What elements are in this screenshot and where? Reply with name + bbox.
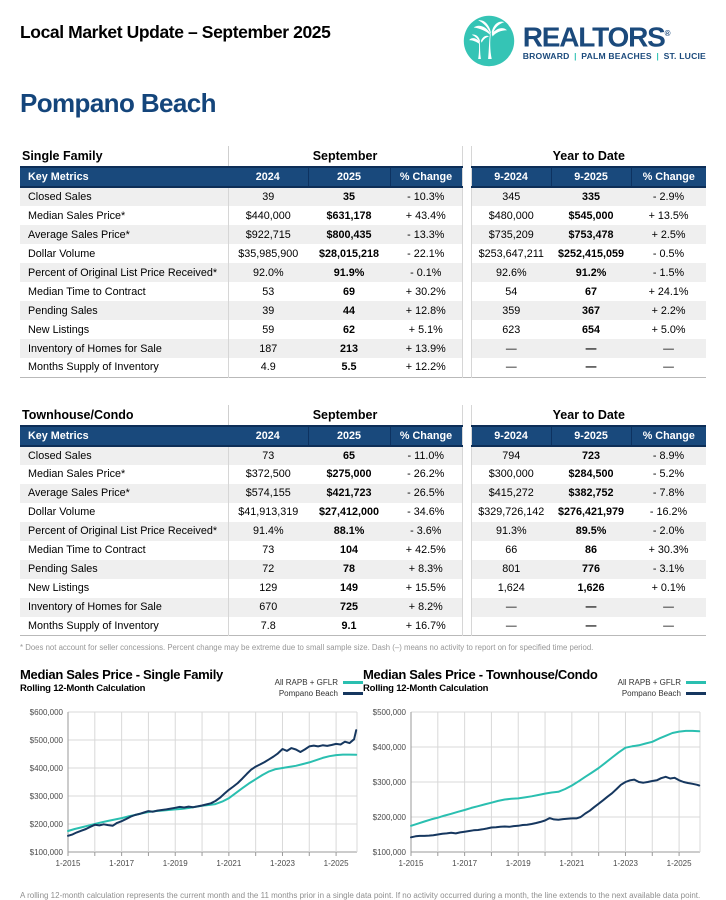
value-ytd-pct-change: - 2.0% — [631, 522, 706, 541]
value-ytd-prior: 54 — [471, 282, 551, 301]
metric-label: Median Sales Price* — [20, 206, 228, 225]
legend-label: All RAPB + GFLR — [617, 678, 681, 687]
market-table — [20, 405, 706, 637]
table-row — [20, 541, 706, 560]
value-ytd-pct-change: + 2.2% — [631, 301, 706, 320]
value-pct-change: + 30.2% — [390, 282, 462, 301]
value-prior: 73 — [228, 446, 308, 465]
value-ytd-prior: — — [471, 598, 551, 617]
value-prior: 53 — [228, 282, 308, 301]
value-ytd-current: — — [551, 358, 631, 377]
value-pct-change: + 8.2% — [390, 598, 462, 617]
value-current: 69 — [308, 282, 390, 301]
metric-label: Median Sales Price* — [20, 465, 228, 484]
legend-line-swatch — [343, 681, 363, 684]
chart-subtitle: Rolling 12-Month Calculation — [363, 683, 489, 694]
section-title: Townhouse/Condo — [20, 405, 228, 426]
value-current: 88.1% — [308, 522, 390, 541]
axis-tick-label: 1-2023 — [270, 859, 295, 868]
value-pct-change: + 16.7% — [390, 617, 462, 636]
column-gap — [462, 598, 471, 617]
value-pct-change: - 10.3% — [390, 187, 462, 206]
value-ytd-current: $753,478 — [551, 225, 631, 244]
value-prior: 187 — [228, 339, 308, 358]
metric-label: Months Supply of Inventory — [20, 617, 228, 636]
value-pct-change: + 12.8% — [390, 301, 462, 320]
value-prior: 91.4% — [228, 522, 308, 541]
table-row — [20, 579, 706, 598]
logo-tagline: BROWARD | PALM BEACHES | ST. LUCIE — [522, 51, 706, 62]
value-ytd-prior: 623 — [471, 320, 551, 339]
table-row — [20, 320, 706, 339]
value-current: 213 — [308, 339, 390, 358]
metric-label: Percent of Original List Price Received* — [20, 263, 228, 282]
column-header-row — [20, 167, 706, 187]
value-ytd-prior: — — [471, 617, 551, 636]
value-ytd-current: 67 — [551, 282, 631, 301]
value-pct-change: - 3.6% — [390, 522, 462, 541]
column-gap — [462, 206, 471, 225]
metric-label: Inventory of Homes for Sale — [20, 339, 228, 358]
value-ytd-pct-change: — — [631, 358, 706, 377]
value-pct-change: - 0.1% — [390, 263, 462, 282]
value-pct-change: - 34.6% — [390, 503, 462, 522]
value-ytd-pct-change: - 16.2% — [631, 503, 706, 522]
value-ytd-prior: 92.6% — [471, 263, 551, 282]
axis-tick-label: $400,000 — [372, 743, 406, 752]
metric-label: Pending Sales — [20, 301, 228, 320]
table-row — [20, 282, 706, 301]
metric-label: Dollar Volume — [20, 244, 228, 263]
metric-label: Average Sales Price* — [20, 484, 228, 503]
table-row — [20, 560, 706, 579]
group-header-september: September — [228, 146, 462, 167]
legend-line-swatch — [686, 681, 706, 684]
group-header-row — [20, 146, 706, 167]
value-ytd-prior: 794 — [471, 446, 551, 465]
axis-tick-label: 1-2021 — [559, 859, 585, 868]
axis-tick-label: 1-2017 — [452, 859, 478, 868]
table-row — [20, 465, 706, 484]
chart-title-block — [20, 668, 223, 694]
value-current: $800,435 — [308, 225, 390, 244]
value-ytd-pct-change: — — [631, 617, 706, 636]
axis-tick-label: $500,000 — [29, 736, 63, 745]
value-ytd-prior: 345 — [471, 187, 551, 206]
value-current: 35 — [308, 187, 390, 206]
value-current: 62 — [308, 320, 390, 339]
column-gap — [462, 446, 471, 465]
charts-section — [20, 668, 706, 881]
series-line-pompano-beach — [411, 777, 699, 838]
series-line-all-rapb-gflr — [68, 755, 356, 831]
table-row — [20, 244, 706, 263]
group-header-ytd: Year to Date — [471, 146, 706, 167]
table-row — [20, 617, 706, 636]
column-header: 9-2025 — [551, 426, 631, 446]
legend-item — [279, 688, 363, 699]
column-gap — [462, 579, 471, 598]
value-ytd-pct-change: + 24.1% — [631, 282, 706, 301]
column-gap — [462, 358, 471, 377]
value-ytd-prior: $415,272 — [471, 484, 551, 503]
group-header-row — [20, 405, 706, 426]
chart-title: Median Sales Price - Townhouse/Condo — [363, 667, 598, 682]
axis-tick-label: $300,000 — [29, 792, 63, 801]
column-header: 9-2025 — [551, 167, 631, 187]
value-ytd-current: 91.2% — [551, 263, 631, 282]
column-gap — [462, 146, 471, 167]
column-gap — [462, 320, 471, 339]
metric-label: Pending Sales — [20, 560, 228, 579]
value-ytd-prior: 91.3% — [471, 522, 551, 541]
value-prior: $922,715 — [228, 225, 308, 244]
axis-tick-label: $500,000 — [372, 708, 406, 717]
column-gap — [462, 244, 471, 263]
metric-label: New Listings — [20, 320, 228, 339]
value-ytd-current: $545,000 — [551, 206, 631, 225]
group-header-ytd: Year to Date — [471, 405, 706, 426]
chart-header — [20, 668, 363, 704]
chart-title-block — [363, 668, 598, 694]
report-title: Local Market Update – September 2025 — [20, 22, 331, 42]
value-ytd-pct-change: - 0.5% — [631, 244, 706, 263]
value-ytd-pct-change: - 7.8% — [631, 484, 706, 503]
table-row — [20, 206, 706, 225]
value-ytd-pct-change: + 0.1% — [631, 579, 706, 598]
column-header: % Change — [390, 426, 462, 446]
axis-tick-label: 1-2019 — [505, 859, 531, 868]
value-prior: $440,000 — [228, 206, 308, 225]
axis-tick-label: 1-2025 — [666, 859, 692, 868]
axis-tick-label: $100,000 — [372, 848, 406, 857]
value-ytd-current: 86 — [551, 541, 631, 560]
metric-label: Dollar Volume — [20, 503, 228, 522]
value-current: 91.9% — [308, 263, 390, 282]
value-prior: 4.9 — [228, 358, 308, 377]
value-current: $28,015,218 — [308, 244, 390, 263]
logo-brand: REALTORS® — [522, 21, 671, 53]
metric-label: Median Time to Contract — [20, 541, 228, 560]
value-ytd-prior: $480,000 — [471, 206, 551, 225]
page-title: Pompano Beach — [20, 88, 216, 118]
metric-label: New Listings — [20, 579, 228, 598]
column-gap — [462, 167, 471, 187]
value-ytd-pct-change: + 30.3% — [631, 541, 706, 560]
axis-tick-label: 1-2025 — [323, 859, 349, 868]
legend-label: All RAPB + GFLR — [274, 678, 338, 687]
metric-label: Months Supply of Inventory — [20, 358, 228, 377]
column-gap — [462, 541, 471, 560]
value-ytd-current: $252,415,059 — [551, 244, 631, 263]
value-ytd-prior: — — [471, 339, 551, 358]
chart-legend — [275, 668, 363, 699]
value-prior: $372,500 — [228, 465, 308, 484]
value-ytd-pct-change: - 5.2% — [631, 465, 706, 484]
column-header: 2025 — [308, 426, 390, 446]
value-current: $27,412,000 — [308, 503, 390, 522]
column-header: % Change — [631, 167, 706, 187]
value-ytd-pct-change: — — [631, 598, 706, 617]
axis-tick-label: 1-2019 — [162, 859, 188, 868]
legend-line-swatch — [686, 692, 706, 695]
table-row — [20, 503, 706, 522]
value-ytd-current: 335 — [551, 187, 631, 206]
value-ytd-current: 723 — [551, 446, 631, 465]
value-pct-change: - 26.2% — [390, 465, 462, 484]
value-prior: 72 — [228, 560, 308, 579]
series-line-all-rapb-gflr — [411, 731, 699, 826]
value-current: 104 — [308, 541, 390, 560]
column-header: % Change — [390, 167, 462, 187]
value-ytd-prior: $329,726,142 — [471, 503, 551, 522]
value-prior: 7.8 — [228, 617, 308, 636]
section-title: Single Family — [20, 146, 228, 167]
table-row — [20, 301, 706, 320]
value-ytd-current: — — [551, 598, 631, 617]
line-chart-plot — [20, 704, 363, 876]
column-header: % Change — [631, 426, 706, 446]
chart-legend — [618, 668, 706, 699]
value-ytd-current: 89.5% — [551, 522, 631, 541]
value-ytd-current: $382,752 — [551, 484, 631, 503]
value-ytd-prior: $735,209 — [471, 225, 551, 244]
value-ytd-current: 654 — [551, 320, 631, 339]
metric-label: Closed Sales — [20, 187, 228, 206]
legend-label: Pompano Beach — [278, 689, 338, 698]
column-header-row — [20, 426, 706, 446]
value-prior: 73 — [228, 541, 308, 560]
value-ytd-prior: 66 — [471, 541, 551, 560]
value-prior: $41,913,319 — [228, 503, 308, 522]
axis-tick-label: $400,000 — [29, 764, 63, 773]
column-gap — [462, 617, 471, 636]
value-prior: 39 — [228, 187, 308, 206]
value-pct-change: - 26.5% — [390, 484, 462, 503]
column-gap — [462, 426, 471, 446]
value-pct-change: + 5.1% — [390, 320, 462, 339]
value-ytd-prior: — — [471, 358, 551, 377]
value-ytd-prior: 1,624 — [471, 579, 551, 598]
table-row — [20, 598, 706, 617]
table-row — [20, 358, 706, 377]
axis-tick-label: $600,000 — [29, 708, 63, 717]
value-pct-change: + 8.3% — [390, 560, 462, 579]
value-ytd-current: — — [551, 617, 631, 636]
legend-item — [275, 677, 363, 688]
value-current: 9.1 — [308, 617, 390, 636]
value-ytd-current: $276,421,979 — [551, 503, 631, 522]
value-ytd-current: — — [551, 339, 631, 358]
market-tables — [20, 146, 706, 636]
column-gap — [462, 263, 471, 282]
legend-item — [618, 677, 706, 688]
column-header: 9-2024 — [471, 426, 551, 446]
metric-label: Inventory of Homes for Sale — [20, 598, 228, 617]
value-ytd-pct-change: + 5.0% — [631, 320, 706, 339]
value-pct-change: + 42.5% — [390, 541, 462, 560]
value-current: 725 — [308, 598, 390, 617]
value-current: 78 — [308, 560, 390, 579]
table-row — [20, 263, 706, 282]
palm-trees-icon — [462, 14, 516, 68]
chart-header — [363, 668, 706, 704]
value-pct-change: + 13.9% — [390, 339, 462, 358]
table-row — [20, 484, 706, 503]
table-row — [20, 225, 706, 244]
value-prior: 92.0% — [228, 263, 308, 282]
column-gap — [462, 405, 471, 426]
axis-tick-label: 1-2017 — [109, 859, 135, 868]
metric-label: Median Time to Contract — [20, 282, 228, 301]
value-pct-change: + 12.2% — [390, 358, 462, 377]
column-gap — [462, 187, 471, 206]
value-pct-change: - 11.0% — [390, 446, 462, 465]
value-ytd-pct-change: - 3.1% — [631, 560, 706, 579]
column-gap — [462, 465, 471, 484]
value-ytd-pct-change: - 8.9% — [631, 446, 706, 465]
value-current: 44 — [308, 301, 390, 320]
value-current: $421,723 — [308, 484, 390, 503]
value-pct-change: - 22.1% — [390, 244, 462, 263]
realtors-logo — [462, 14, 706, 68]
axis-tick-label: 1-2023 — [613, 859, 638, 868]
value-prior: 129 — [228, 579, 308, 598]
column-gap — [462, 484, 471, 503]
column-gap — [462, 301, 471, 320]
table-footnote: * Does not account for seller concessions. Percent change may be extreme due to small sample size. Dash (–) means no activity to report on for specified time period. — [20, 643, 594, 652]
value-ytd-current: 1,626 — [551, 579, 631, 598]
value-ytd-prior: 359 — [471, 301, 551, 320]
column-gap — [462, 522, 471, 541]
column-header: 2025 — [308, 167, 390, 187]
axis-tick-label: $300,000 — [372, 778, 406, 787]
value-pct-change: + 15.5% — [390, 579, 462, 598]
axis-tick-label: $100,000 — [29, 848, 63, 857]
chart-townhouse-condo — [363, 668, 706, 881]
value-ytd-pct-change: — — [631, 339, 706, 358]
value-current: $631,178 — [308, 206, 390, 225]
value-ytd-pct-change: - 2.9% — [631, 187, 706, 206]
registered-mark: ® — [664, 28, 671, 38]
metric-label: Percent of Original List Price Received* — [20, 522, 228, 541]
value-ytd-prior: $300,000 — [471, 465, 551, 484]
column-header: 9-2024 — [471, 167, 551, 187]
value-current: 65 — [308, 446, 390, 465]
axis-tick-label: 1-2015 — [398, 859, 424, 868]
line-chart-plot — [363, 704, 706, 876]
column-header-key-metrics: Key Metrics — [20, 426, 228, 446]
market-table — [20, 146, 706, 378]
value-ytd-pct-change: - 1.5% — [631, 263, 706, 282]
value-current: 149 — [308, 579, 390, 598]
table-row — [20, 446, 706, 465]
value-ytd-current: 367 — [551, 301, 631, 320]
value-current: 5.5 — [308, 358, 390, 377]
column-gap — [462, 339, 471, 358]
chart-footnote: A rolling 12-month calculation represents the current month and the 11 months prior in a single data point. If no activity occurred during a month, the line extends to the next available data point. — [20, 891, 701, 900]
chart-subtitle: Rolling 12-Month Calculation — [20, 683, 146, 694]
value-pct-change: + 43.4% — [390, 206, 462, 225]
value-prior: 670 — [228, 598, 308, 617]
axis-tick-label: 1-2021 — [216, 859, 242, 868]
metric-label: Closed Sales — [20, 446, 228, 465]
axis-tick-label: $200,000 — [29, 820, 63, 829]
axis-tick-label: $200,000 — [372, 813, 406, 822]
column-gap — [462, 282, 471, 301]
column-gap — [462, 225, 471, 244]
column-header: 2024 — [228, 167, 308, 187]
value-ytd-current: $284,500 — [551, 465, 631, 484]
legend-line-swatch — [343, 692, 363, 695]
value-ytd-prior: 801 — [471, 560, 551, 579]
table-row — [20, 187, 706, 206]
chart-title: Median Sales Price - Single Family — [20, 667, 223, 682]
column-header: 2024 — [228, 426, 308, 446]
value-prior: 39 — [228, 301, 308, 320]
legend-item — [622, 688, 706, 699]
legend-label: Pompano Beach — [621, 689, 681, 698]
value-ytd-pct-change: + 13.5% — [631, 206, 706, 225]
value-ytd-pct-change: + 2.5% — [631, 225, 706, 244]
value-prior: 59 — [228, 320, 308, 339]
value-ytd-prior: $253,647,211 — [471, 244, 551, 263]
table-row — [20, 522, 706, 541]
report-header — [20, 14, 706, 76]
column-gap — [462, 560, 471, 579]
column-gap — [462, 503, 471, 522]
chart-single-family — [20, 668, 363, 881]
column-header-key-metrics: Key Metrics — [20, 167, 228, 187]
value-ytd-current: 776 — [551, 560, 631, 579]
value-pct-change: - 13.3% — [390, 225, 462, 244]
value-prior: $35,985,900 — [228, 244, 308, 263]
axis-tick-label: 1-2015 — [55, 859, 81, 868]
logo-text — [523, 21, 706, 61]
group-header-september: September — [228, 405, 462, 426]
metric-label: Average Sales Price* — [20, 225, 228, 244]
value-current: $275,000 — [308, 465, 390, 484]
table-row — [20, 339, 706, 358]
value-prior: $574,155 — [228, 484, 308, 503]
